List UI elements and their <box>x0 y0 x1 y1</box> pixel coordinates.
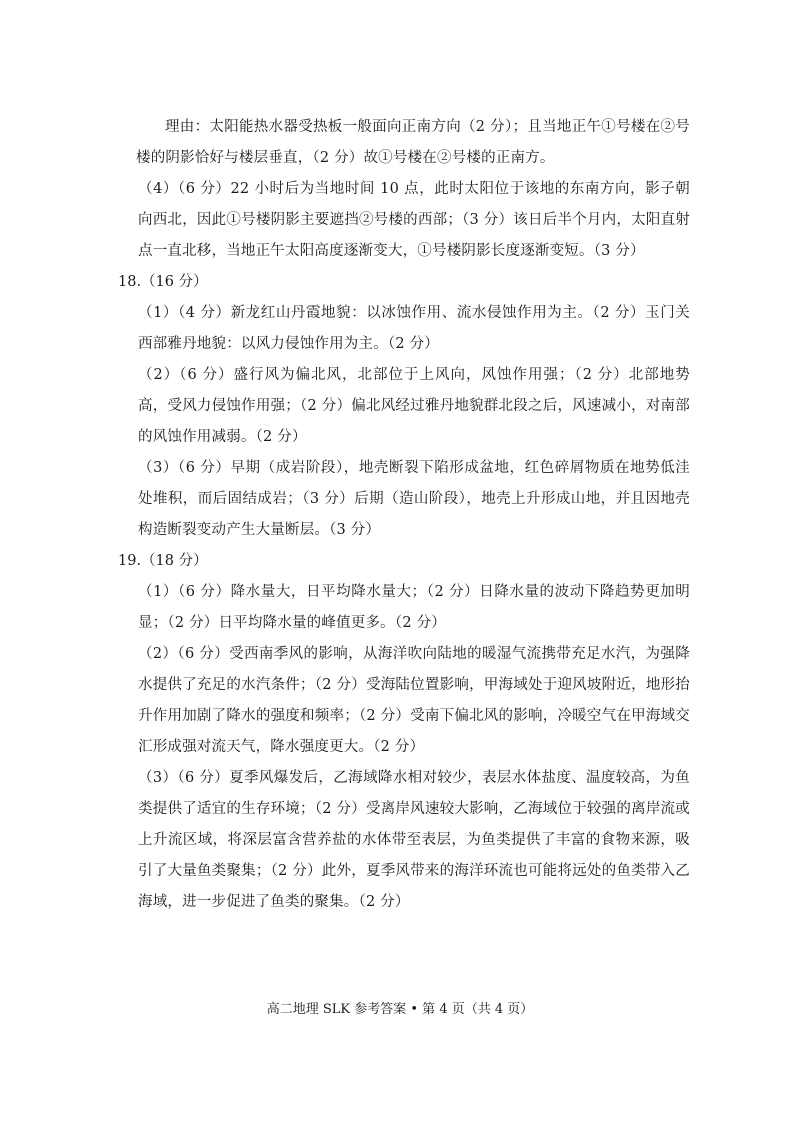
answer-content <box>118 112 690 918</box>
q18-part2-paragraph: （2）（6 分）盛行风为偏北风，北部位于上风向，风蚀作用强；（2 分）北部地势高，受风力侵蚀作用强；（2 分）偏北风经过雅丹地貌群北段之后，风速减小，对南部的风蚀作用减弱。（2 分） <box>138 367 690 445</box>
q19-part2-paragraph: （2）（6 分）受西南季风的影响，从海洋吹向陆地的暖湿气流携带充足水汽，为强降水提供了充足的水汽条件；（2 分）受海陆位置影响，甲海域处于迎风坡附近，地形抬升作用加剧了降水的强度和频率；（2 分）受南下偏北风的影响，冷暖空气在甲海域交汇形成强对流天气，降水强度更大。（2 分） <box>138 646 690 755</box>
q18-part1-paragraph: （1）（4 分）新龙红山丹霞地貌：以冰蚀作用、流水侵蚀作用为主。（2 分）玉门关西部雅丹地貌：以风力侵蚀作用为主。（2 分） <box>138 305 690 352</box>
reason-paragraph: 理由：太阳能热水器受热板一般面向正南方向（2 分）；且当地正午①号楼在②号楼的阴影恰好与楼层垂直，（2 分）故①号楼在②号楼的正南方。 <box>136 119 690 166</box>
q17-part4-paragraph: （4）（6 分）22 小时后为当地时间 10 点，此时太阳位于该地的东南方向，影子朝向西北，因此①号楼阴影主要遮挡②号楼的西部；（3 分）该日后半个月内，太阳直射点一直北移，当地正午太阳高度逐渐变大，①号楼阴影长度逐渐变短。（3 分） <box>138 181 690 259</box>
q18-heading: 18.（16 分） <box>118 274 208 290</box>
q18-part3-paragraph: （3）（6 分）早期（成岩阶段），地壳断裂下陷形成盆地，红色碎屑物质在地势低洼处堆积，而后固结成岩；（3 分）后期（造山阶段），地壳上升形成山地，并且因地壳构造断裂变动产生大量断层。（3 分） <box>138 460 690 538</box>
q19-heading: 19.（18 分） <box>118 553 208 569</box>
page-footer: 高二地理 SLK 参考答案 • 第 4 页（共 4 页） <box>266 1002 534 1017</box>
q19-part3-paragraph: （3）（6 分）夏季风爆发后，乙海域降水相对较少，表层水体盐度、温度较高，为鱼类提供了适宜的生存环境；（2 分）受离岸风速较大影响，乙海域位于较强的离岸流或上升流区域，将深层富含营养盐的水体带至表层，为鱼类提供了丰富的食物来源，吸引了大量鱼类聚集；（2 分）此外，夏季风带来的海洋环流也可能将远处的鱼类带入乙海域，进一步促进了鱼类的聚集。（2 分） <box>138 770 690 910</box>
q19-part1-paragraph: （1）（6 分）降水量大，日平均降水量大；（2 分）日降水量的波动下降趋势更加明显；（2 分）日平均降水量的峰值更多。（2 分） <box>138 584 690 631</box>
